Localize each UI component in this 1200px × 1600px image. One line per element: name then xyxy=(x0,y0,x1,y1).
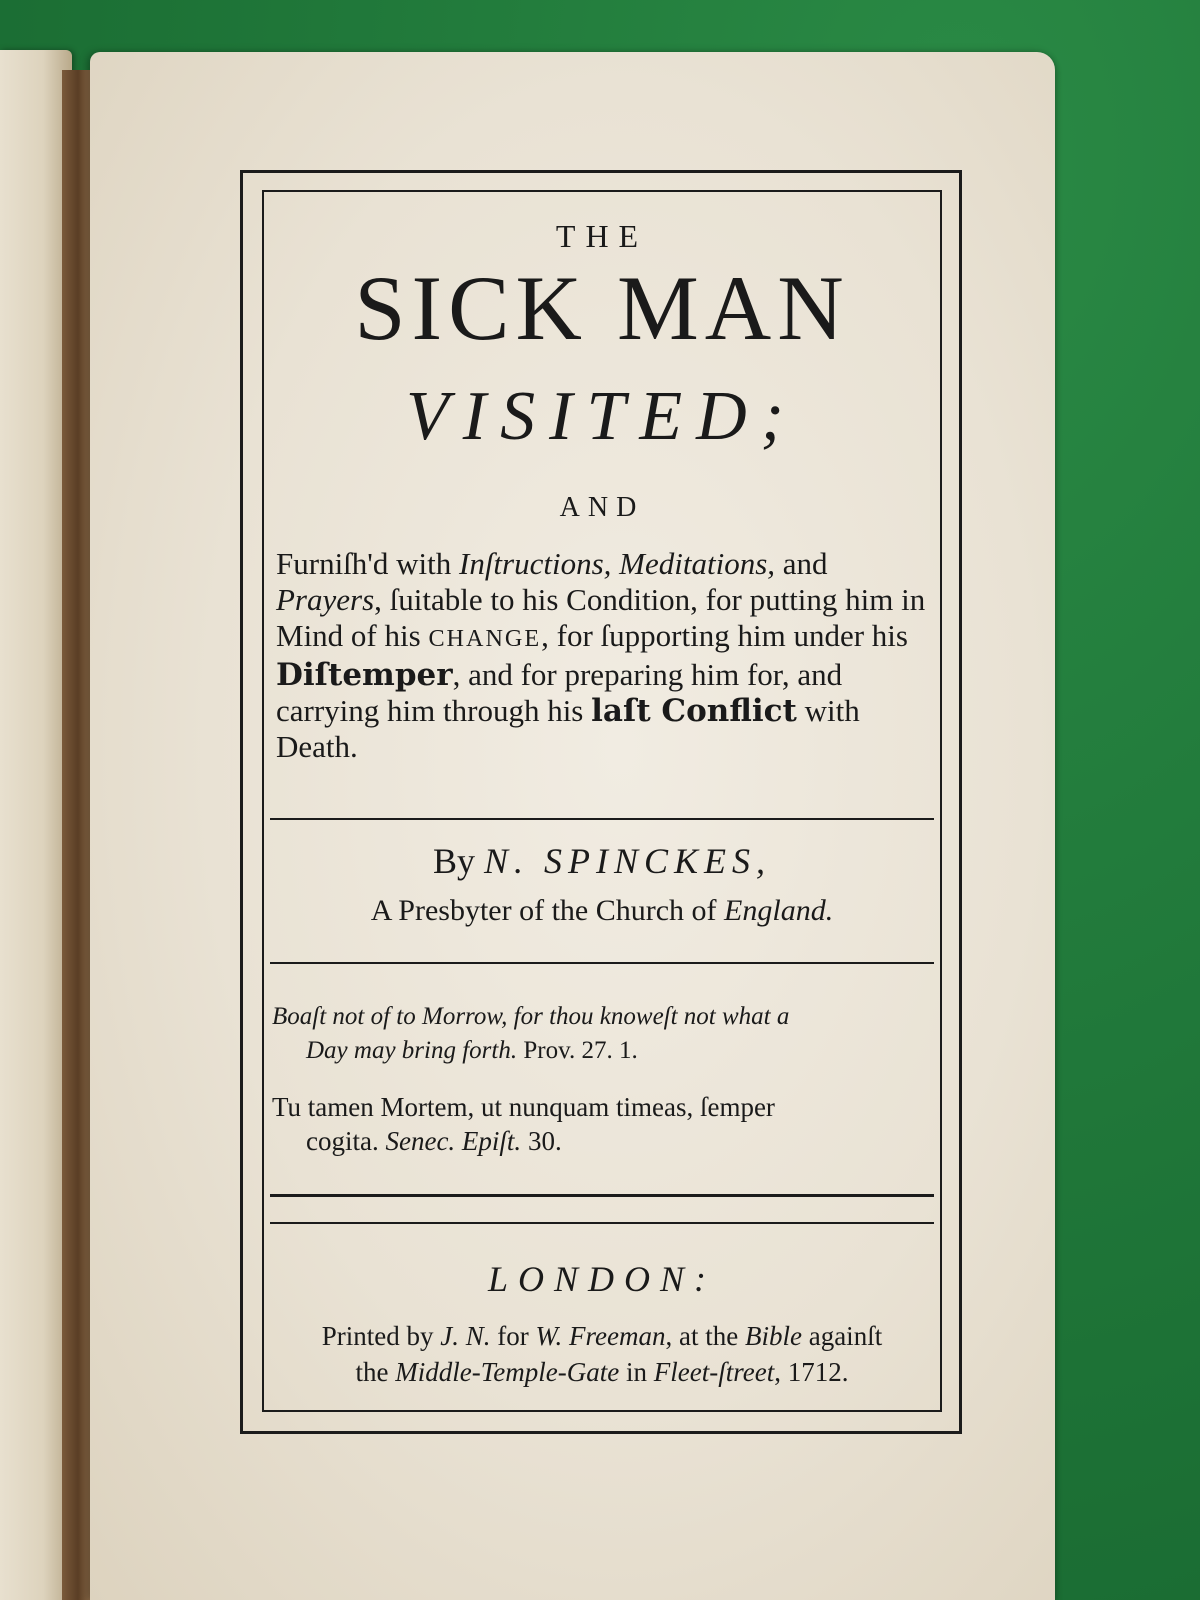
title-page-content xyxy=(270,200,934,1400)
quote-citation: Prov. 27. 1. xyxy=(517,1037,638,1064)
imprint-text: , at the xyxy=(665,1321,745,1351)
desc-blackletter: Diſtemper xyxy=(276,657,453,693)
quote-citation-number: 30. xyxy=(521,1126,562,1156)
imprint-text: in xyxy=(619,1357,654,1387)
quote-text: Boaſt not of to Morrow, for thou knoweſt not what a xyxy=(272,1003,790,1030)
epigraph-proverbs xyxy=(272,1000,922,1068)
author-line xyxy=(270,840,934,882)
desc-text: , and for preparing him for, and carrying him through his xyxy=(276,657,843,728)
divider-rule-double-bottom xyxy=(270,1222,934,1224)
title-visited: VISITED; xyxy=(406,378,798,455)
epigraph-seneca xyxy=(272,1090,922,1158)
desc-blackletter: laſt Conflict xyxy=(591,693,797,729)
imprint-italic: Fleet-ſtreet xyxy=(653,1357,775,1387)
title-sick-man: SICK MAN xyxy=(354,257,850,359)
author-name: N. SPINCKES, xyxy=(484,841,772,881)
imprint-italic: Middle-Temple-Gate xyxy=(395,1357,620,1387)
desc-text: Furniſh'd with xyxy=(276,546,459,581)
imprint-city: LONDON: xyxy=(487,1259,717,1299)
imprint-italic: W. Freeman xyxy=(535,1321,666,1351)
quote-text: cogita. xyxy=(306,1126,386,1156)
author-title xyxy=(270,894,934,928)
imprint-italic: J. N. xyxy=(440,1321,491,1351)
desc-smallcaps: CHANGE xyxy=(428,625,542,652)
desc-text: , ſuitable to his Condition, for putting him in Mind of his xyxy=(276,582,926,653)
imprint-text: for xyxy=(490,1321,536,1351)
divider-rule xyxy=(270,818,934,820)
imprint-text: againſt xyxy=(801,1321,883,1351)
by-label: By xyxy=(432,841,484,881)
imprint-text: Printed by xyxy=(321,1321,441,1351)
presbyter-text: A Presbyter of the Church of xyxy=(370,894,725,927)
title-the: THE xyxy=(555,218,649,254)
quote-citation: Senec. Epiſt. xyxy=(385,1126,522,1156)
desc-text: with Death. xyxy=(276,693,860,764)
subtitle-description xyxy=(276,546,926,765)
quote-text: Tu tamen Mortem, ut nunquam timeas, ſemper xyxy=(272,1092,775,1122)
divider-rule xyxy=(270,962,934,964)
desc-text: , for ſupporting him under his xyxy=(541,618,908,653)
imprint-details xyxy=(270,1318,934,1390)
imprint-text: the xyxy=(355,1357,396,1387)
title-and: AND xyxy=(559,492,645,523)
quote-text: Day may bring forth. xyxy=(306,1037,518,1064)
divider-rule-double-top xyxy=(270,1194,934,1197)
desc-italic: Inſtructions, Meditations, xyxy=(459,546,776,581)
imprint-text: , 1712. xyxy=(774,1357,849,1387)
imprint-italic: Bible xyxy=(744,1321,802,1351)
desc-italic: Prayers xyxy=(276,582,375,617)
desc-text: and xyxy=(782,546,828,581)
presbyter-italic: England. xyxy=(724,894,834,927)
